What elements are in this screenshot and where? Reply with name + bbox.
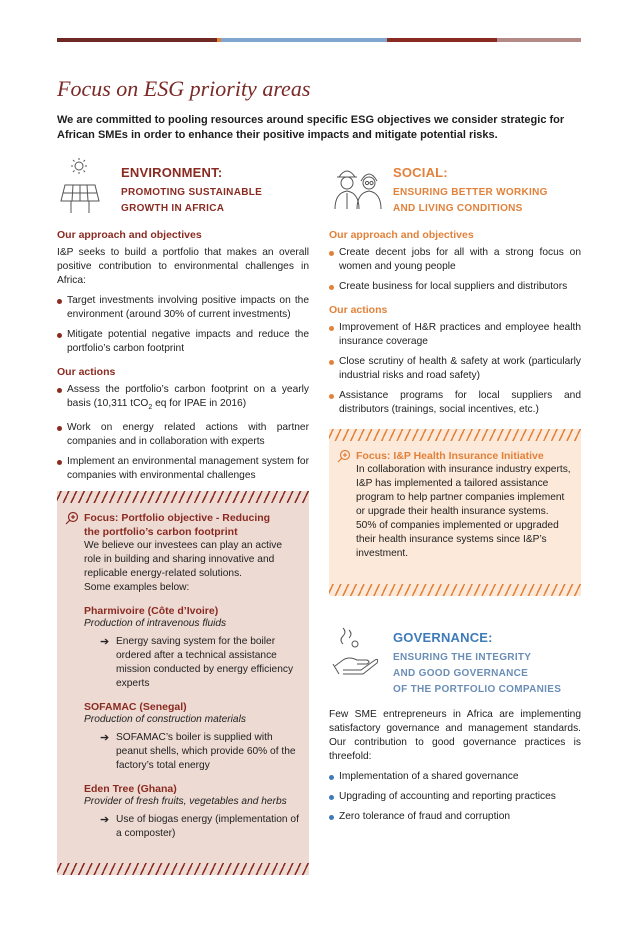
- governance-sub-line: OF THE PORTFOLIO COMPANIES: [393, 684, 562, 695]
- environment-approach-text: I&P seeks to build a portfolio that makes an overall positive contribution to environmental challenges in Africa:: [57, 247, 309, 286]
- social-actions-title: Our actions: [329, 304, 388, 316]
- social-sub-line: ENSURING BETTER WORKING: [393, 187, 548, 198]
- arrow-right-icon: ➔: [100, 732, 110, 744]
- hatch-divider: [57, 863, 309, 875]
- page-title: Focus on ESG priority areas: [57, 76, 311, 101]
- workers-icon: [331, 157, 389, 215]
- social-focus-title: Focus: I&P Health Insurance Initiative: [356, 450, 544, 462]
- hatch-divider: [329, 429, 581, 441]
- example-name: Eden Tree (Ghana): [84, 783, 177, 795]
- magnifier-icon: [337, 449, 351, 463]
- list-item-text: Assess the portfolio’s carbon footprint on a yearly basis (10,311 tCO: [67, 384, 309, 409]
- example-item-text: Use of biogas energy (implementation of a composter): [116, 814, 299, 839]
- governance-header: [329, 626, 581, 700]
- top-bar-segment: [221, 38, 387, 42]
- example-item-text: Energy saving system for the boiler ordered after a technical assistance mission conducted by energy efficiency experts: [116, 636, 294, 689]
- list-item: [57, 383, 309, 415]
- example-description: Production of intravenous fluids: [84, 618, 227, 629]
- hatch-divider: [57, 491, 309, 503]
- environment-subheading: [121, 185, 262, 217]
- example-description: Provider of fresh fruits, vegetables and herbs: [84, 796, 287, 807]
- list-item: Assistance programs for local suppliers and distributors (trainings, social incentives, etc.): [329, 389, 581, 417]
- governance-sub-line: AND GOOD GOVERNANCE: [393, 668, 529, 679]
- example-item: [100, 731, 299, 773]
- list-item: Create decent jobs for all with a strong focus on women and young people: [329, 246, 581, 274]
- environment-focus-box: [57, 491, 309, 875]
- hatch-divider: [329, 584, 581, 596]
- governance-list: [329, 770, 581, 824]
- social-sub-line: AND LIVING CONDITIONS: [393, 203, 523, 214]
- magnifier-icon: [65, 511, 79, 525]
- environment-approach-title: Our approach and objectives: [57, 229, 202, 241]
- governance-subheading: [393, 650, 561, 698]
- list-item: Close scrutiny of health & safety at work (particularly industrial risks and road safety): [329, 355, 581, 383]
- environment-actions-list: [57, 383, 309, 483]
- list-item: Implement an environmental management system for companies with environmental challenges: [57, 455, 309, 483]
- governance-text: Few SME entrepreneurs in Africa are implementing satisfactory governance and management standards. Our contribution to good governance practices is threefold:: [329, 709, 581, 762]
- example-item: [100, 813, 299, 841]
- focus-title-line: Focus: Portfolio objective - Reducing: [84, 512, 271, 524]
- list-item: Work on energy related actions with partner companies and in collaboration with experts: [57, 421, 309, 449]
- list-item: Create business for local suppliers and distributors: [329, 280, 581, 294]
- top-color-bar: [57, 38, 581, 42]
- list-item: Target investments involving positive impacts on the environment (around 30% of current investments): [57, 294, 309, 322]
- solar-panel-icon: [59, 157, 117, 215]
- environment-header: [57, 157, 309, 219]
- list-item: Upgrading of accounting and reporting practices: [329, 790, 581, 804]
- social-heading: SOCIAL:: [393, 165, 448, 180]
- social-approach-title: Our approach and objectives: [329, 229, 474, 241]
- intro-text: We are committed to pooling resources around specific ESG objectives we consider strategic for African SMEs in order to enhance their positive impacts and mitigate potential risks.: [57, 114, 565, 141]
- example-name: SOFAMAC (Senegal): [84, 701, 187, 713]
- environment-focus-text: We believe our investees can play an active role in building and sharing innovative and replicable energy-related solutions.: [84, 540, 283, 579]
- list-item-text: eq for IPAE in 2016): [152, 398, 247, 409]
- example-description: Production of construction materials: [84, 714, 246, 725]
- example-item: [100, 635, 299, 691]
- arrow-right-icon: ➔: [100, 814, 110, 826]
- social-section: [329, 157, 581, 427]
- example-item-text: SOFAMAC’s boiler is supplied with peanut shells, which provide 60% of the factory’s total energy: [116, 732, 296, 771]
- governance-sub-line: ENSURING THE INTEGRITY: [393, 652, 532, 663]
- governance-section: [329, 626, 581, 834]
- example-name: Pharmivoire (Côte d’Ivoire): [84, 605, 219, 617]
- environment-focus-text2: Some examples below:: [84, 582, 190, 593]
- environment-section: [57, 157, 309, 493]
- social-header: [329, 157, 581, 219]
- environment-sub-line: PROMOTING SUSTAINABLE: [121, 187, 263, 198]
- subscript: 2: [148, 404, 153, 412]
- top-bar-segment: [57, 38, 217, 42]
- arrow-right-icon: ➔: [100, 636, 110, 648]
- social-subheading: [393, 185, 548, 217]
- environment-heading: ENVIRONMENT:: [121, 165, 223, 180]
- social-focus-box: [329, 429, 581, 596]
- top-bar-segment: [387, 38, 497, 42]
- focus-title-line: the portfolio’s carbon footprint: [84, 526, 238, 538]
- top-bar-segment: [497, 38, 581, 42]
- list-item: Zero tolerance of fraud and corruption: [329, 810, 581, 824]
- list-item: Improvement of H&R practices and employee health insurance coverage: [329, 321, 581, 349]
- environment-sub-line: GROWTH IN AFRICA: [121, 203, 225, 214]
- list-item: Mitigate potential negative impacts and reduce the portfolio’s carbon footprint: [57, 328, 309, 356]
- social-approach-list: [329, 246, 581, 294]
- environment-actions-title: Our actions: [57, 366, 116, 378]
- hand-icon: [331, 626, 389, 684]
- list-item: Implementation of a shared governance: [329, 770, 581, 784]
- environment-approach-list: [57, 294, 309, 356]
- environment-focus-title: [84, 511, 299, 539]
- social-actions-list: [329, 321, 581, 417]
- social-focus-text: In collaboration with insurance industry experts, I&P has implemented a tailored assistance program to help partner companies implement or upgrade their health insurance systems. 50% of companies implemented or upgraded their health insurance systems since I&P’s investment.: [356, 464, 571, 559]
- governance-heading: GOVERNANCE:: [393, 630, 493, 645]
